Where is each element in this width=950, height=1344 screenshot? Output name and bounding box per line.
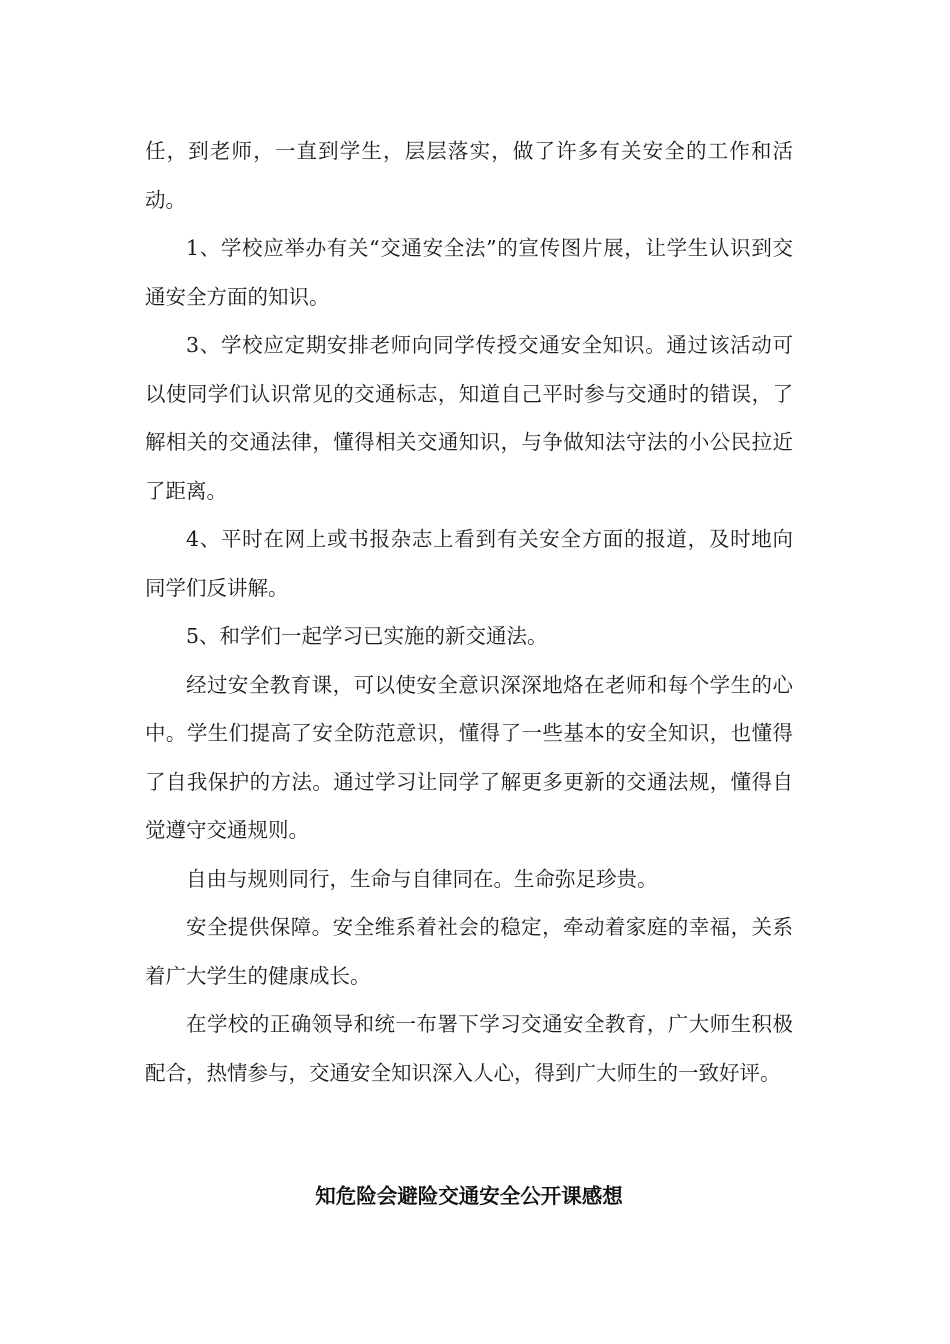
paragraph-continuation: 任，到老师，一直到学生，层层落实，做了许多有关安全的工作和活动。: [145, 139, 793, 212]
paragraph-item-4: 4、平时在网上或书报杂志上看到有关安全方面的报道，及时地向同学们反讲解。: [145, 527, 793, 600]
section-title: 知危险会避险交通安全公开课感想: [315, 1184, 623, 1208]
paragraph-motto: 自由与规则同行，生命与自律同在。生命弥足珍贵。: [186, 866, 658, 891]
paragraph-safety: 安全提供保障。安全维系着社会的稳定，牵动着家庭的幸福，关系着广大学生的健康成长。: [145, 915, 793, 988]
paragraph-item-1: 1、学校应举办有关“交通安全法”的宣传图片展，让学生认识到交通安全方面的知识。: [145, 236, 793, 309]
paragraph-item-5: 5、和学们一起学习已实施的新交通法。: [186, 624, 548, 648]
paragraph-conclusion: 在学校的正确领导和统一布署下学习交通安全教育，广大师生积极配合，热情参与，交通安全知识深入人心，得到广大师生的一致好评。: [145, 1012, 793, 1085]
paragraph-item-3: 3、学校应定期安排老师向同学传授交通安全知识。通过该活动可以使同学们认识常见的交通标志，知道自己平时参与交通时的错误，了解相关的交通法律，懂得相关交通知识，与争做知法守法的小公民拉近了距离。: [145, 333, 793, 503]
paragraph-summary: 经过安全教育课，可以使安全意识深深地烙在老师和每个学生的心中。学生们提高了安全防范意识，懂得了一些基本的安全知识，也懂得了自我保护的方法。通过学习让同学了解更多更新的交通法规，懂得自觉遵守交通规则。: [145, 672, 793, 842]
document-body: [145, 127, 793, 1097]
